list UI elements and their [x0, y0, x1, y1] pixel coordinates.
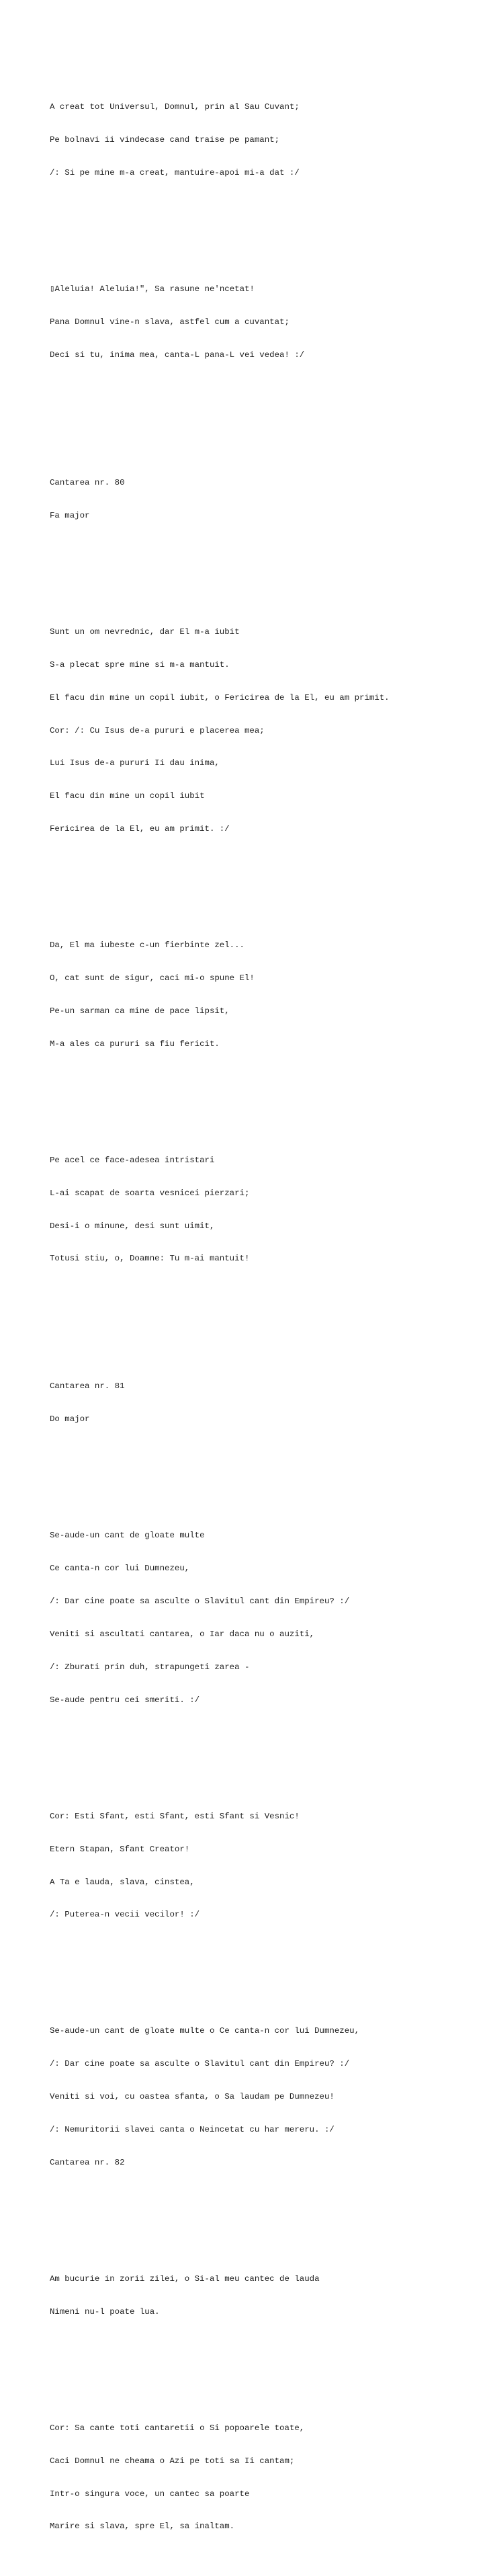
text-line: /: Dar cine poate sa asculte o Slavitul cant din Empireu? :/ — [50, 1597, 350, 1607]
chorus-block — [50, 2401, 480, 2554]
text-line: Da, El ma iubeste c-un fierbinte zel... — [50, 940, 244, 951]
text-line: M-a ales ca pururi sa fiu fericit. — [50, 1039, 220, 1049]
text-line: Se-aude-un cant de gloate multe — [50, 1531, 205, 1541]
chorus-block — [50, 1789, 480, 1942]
text-line: Pe acel ce face-adesea intristari — [50, 1155, 215, 1165]
text-line: /: Zburati prin duh, strapungeti zarea - — [50, 1662, 250, 1672]
paragraph-gap — [50, 1749, 480, 1756]
text-line: Pe bolnavi ii vindecase cand traise pe pamant; — [50, 135, 280, 145]
song-heading — [50, 455, 480, 542]
paragraph-gap — [50, 1469, 480, 1476]
song-key: Do major — [50, 1414, 90, 1424]
text-line: /: Dar cine poate sa asculte o Slavitul cant din Empireu? :/ — [50, 2059, 350, 2069]
text-line: /: Si pe mine m-a creat, mantuire-apoi mi-a dat :/ — [50, 168, 300, 178]
text-line: Veniti si voi, cu oastea sfanta, o Sa laudam pe Dumnezeu! — [50, 2092, 335, 2102]
verse-block — [50, 1508, 480, 1728]
text-line: Ce canta-n cor lui Dumnezeu, — [50, 1564, 190, 1574]
song-title: Cantarea nr. 80 — [50, 477, 125, 487]
text-line: Etern Stapan, Sfant Creator! — [50, 1844, 190, 1854]
paragraph-gap — [50, 223, 480, 229]
paragraph-gap — [50, 565, 480, 571]
text-line: A creat tot Universul, Domnul, prin al Sau Cuvant; — [50, 102, 300, 112]
text-line: Pe-un sarman ca mine de pace lipsit, — [50, 1006, 230, 1016]
song-heading — [50, 1359, 480, 1447]
document-page — [50, 47, 480, 2576]
paragraph-gap — [50, 2361, 480, 2368]
verse-block — [50, 1133, 480, 1286]
text-line: Cor: Esti Sfant, esti Sfant, esti Sfant si Vesnic! — [50, 1811, 300, 1821]
missing-glyph-icon: ▯ — [50, 284, 55, 294]
verse-block — [50, 2004, 480, 2190]
text-line: ▯Aleluia! Aleluia!", Sa rasune ne'ncetat! — [50, 284, 255, 294]
section-gap — [50, 405, 480, 423]
paragraph-gap — [50, 1093, 480, 1100]
text-line: Se-aude-un cant de gloate multe o Ce canta-n cor lui Dumnezeu, — [50, 2026, 360, 2036]
verse-block — [50, 2251, 480, 2339]
text-line: Marire si slava, spre El, sa inaltam. — [50, 2522, 235, 2532]
paragraph-gap — [50, 879, 480, 885]
text-line: /: Nemuritorii slavei canta o Neincetat cu har mereru. :/ — [50, 2125, 335, 2135]
paragraph-gap — [50, 1964, 480, 1971]
text-line: Intr-o singura voce, un cantec sa poarte — [50, 2489, 250, 2499]
text-line: Desi-i o minune, desi sunt uimit, — [50, 1221, 215, 1231]
verse-block — [50, 604, 480, 856]
section-gap — [50, 1308, 480, 1326]
text-line: El facu din mine un copil iubit, o Fericirea de la El, eu am primit. — [50, 692, 390, 702]
text-line: Lui Isus de-a pururi Ii dau inima, — [50, 758, 220, 768]
text-line: L-ai scapat de soarta vesnicei pierzari; — [50, 1188, 250, 1198]
text-line: S-a plecat spre mine si m-a mantuit. — [50, 659, 230, 670]
text-line: Fericirea de la El, eu am primit. :/ — [50, 824, 230, 834]
text-line: Caci Domnul ne cheama o Azi pe toti sa Ii cantam; — [50, 2456, 295, 2466]
paragraph-gap — [50, 2212, 480, 2218]
verse-block — [50, 918, 480, 1072]
text-line: Pana Domnul vine-n slava, astfel cum a cuvantat; — [50, 317, 290, 327]
text-line: /: Puterea-n vecii vecilor! :/ — [50, 1910, 200, 1920]
text-line: Am bucurie in zorii zilei, o Si-al meu cantec de lauda — [50, 2273, 320, 2284]
text-line: Sunt un om nevrednic, dar El m-a iubit — [50, 627, 240, 637]
verse-block — [50, 80, 480, 200]
text-line: Totusi stiu, o, Doamne: Tu m-ai mantuit! — [50, 1254, 250, 1264]
text-line: Cor: Sa cante toti cantaretii o Si popoarele toate, — [50, 2423, 305, 2433]
text-line: Se-aude pentru cei smeriti. :/ — [50, 1695, 200, 1705]
verse-block — [50, 262, 480, 383]
text-line: Veniti si ascultati cantarea, o Iar daca nu o auziti, — [50, 1629, 315, 1639]
text-line: El facu din mine un copil iubit — [50, 791, 205, 801]
text-line: O, cat sunt de sigur, caci mi-o spune El! — [50, 973, 255, 983]
song-title: Cantarea nr. 81 — [50, 1381, 125, 1392]
text-line: A Ta e lauda, slava, cinstea, — [50, 1877, 195, 1887]
song-title: Cantarea nr. 82 — [50, 2157, 125, 2167]
text-line: Cor: /: Cu Isus de-a pururi e placerea mea; — [50, 725, 265, 735]
text-line: Nimeni nu-l poate lua. — [50, 2306, 160, 2317]
song-key: Fa major — [50, 510, 90, 520]
text-line: Deci si tu, inima mea, canta-L pana-L vei vedea! :/ — [50, 350, 305, 360]
